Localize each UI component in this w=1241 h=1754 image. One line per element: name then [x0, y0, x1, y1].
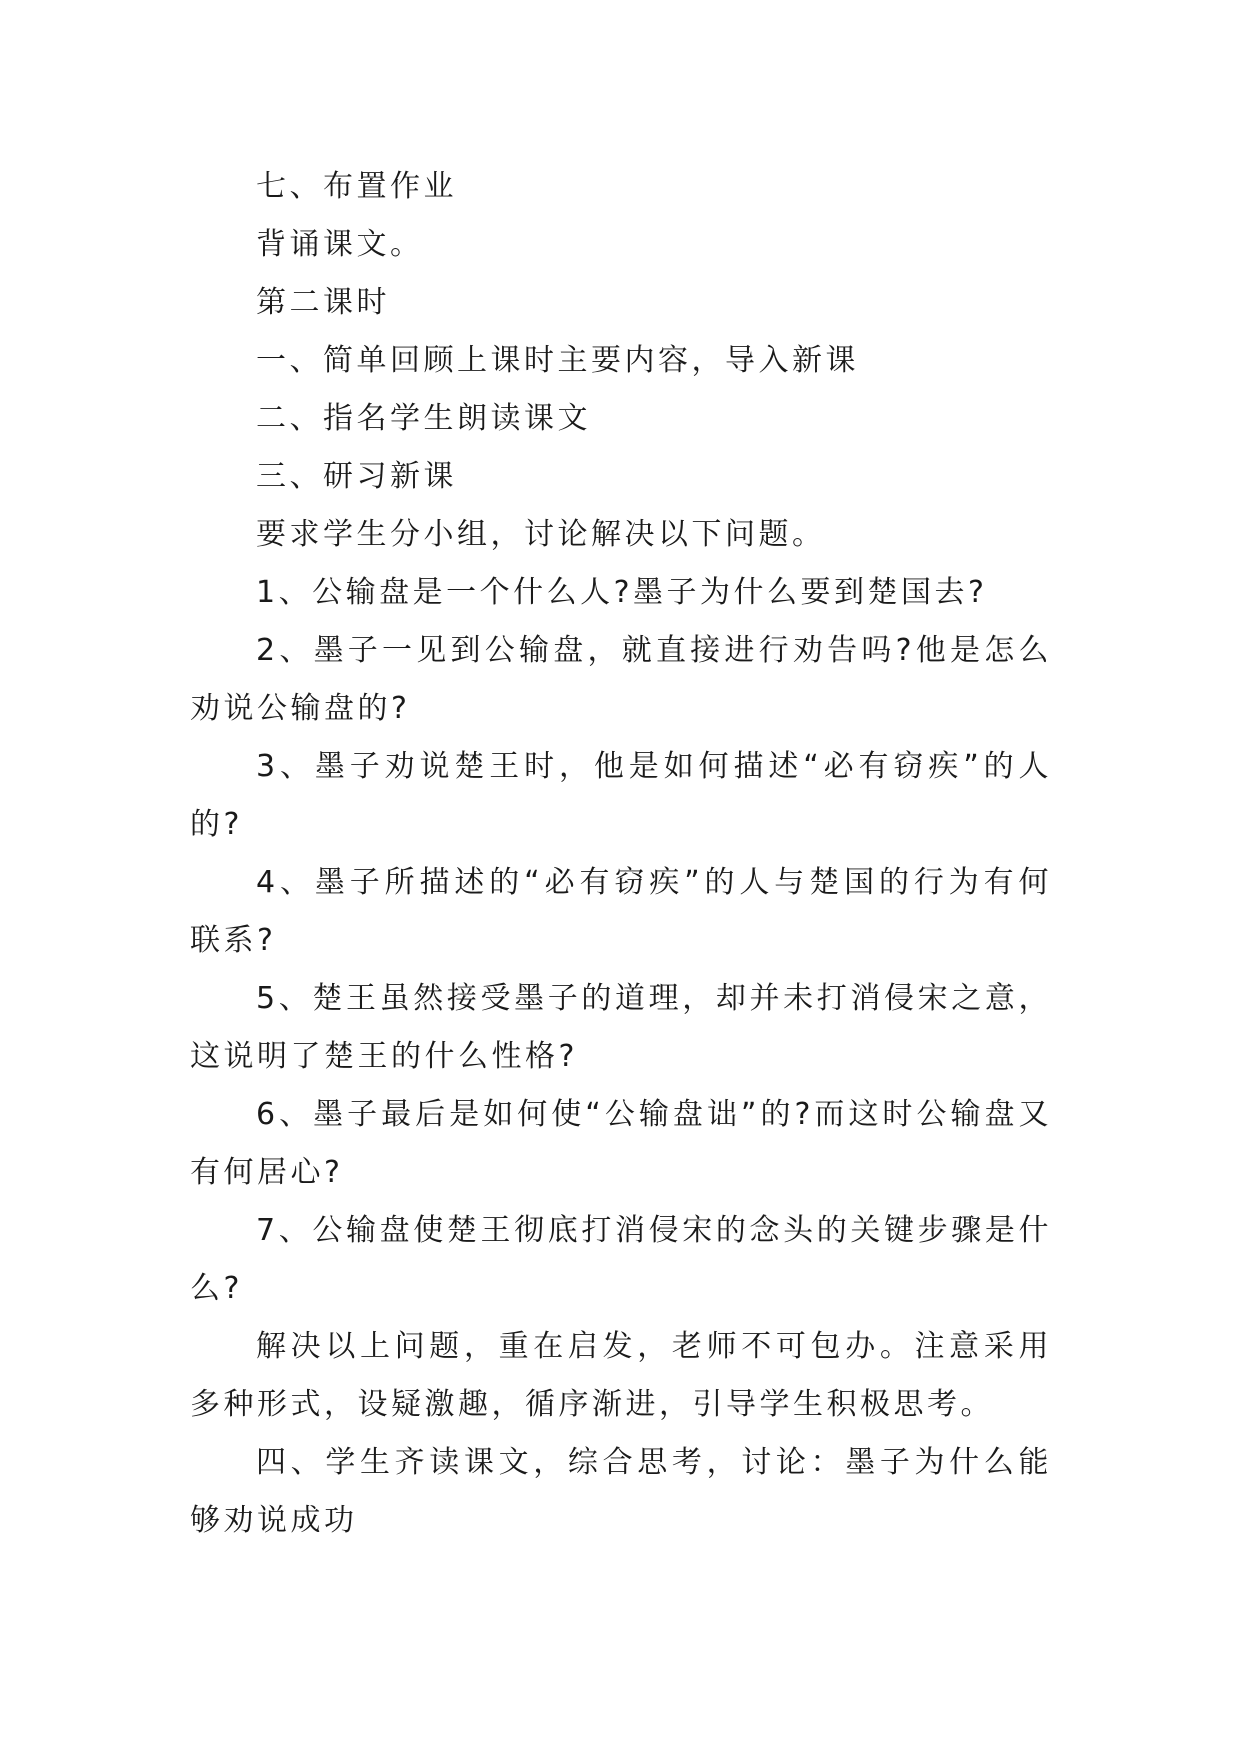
paragraph-question-2: 2、墨子一见到公输盘，就直接进行劝告吗?他是怎么劝说公输盘的? [190, 633, 1052, 726]
paragraph-group-discussion: 要求学生分小组，讨论解决以下问题。 [256, 517, 826, 552]
paragraph-question-5: 5、楚王虽然接受墨子的道理，却并未打消侵宋之意，这说明了楚王的什么性格? [190, 981, 1052, 1074]
paragraph-step-three: 三、研习新课 [256, 459, 457, 494]
paragraph-step-two: 二、指名学生朗读课文 [256, 401, 591, 436]
paragraph-question-6: 6、墨子最后是如何使“公输盘诎”的?而这时公输盘又有何居心? [190, 1097, 1052, 1190]
paragraph-question-7: 7、公输盘使楚王彻底打消侵宋的念头的关键步骤是什么? [190, 1213, 1052, 1306]
paragraph-question-3: 3、墨子劝说楚王时，他是如何描述“必有窃疾”的人的? [190, 749, 1052, 842]
paragraph-step-four: 四、学生齐读课文，综合思考，讨论：墨子为什么能够劝说成功 [190, 1445, 1052, 1538]
paragraph-question-4: 4、墨子所描述的“必有窃疾”的人与楚国的行为有何联系? [190, 865, 1052, 958]
paragraph-second-lesson: 第二课时 [256, 285, 390, 320]
paragraph-question-1: 1、公输盘是一个什么人?墨子为什么要到楚国去? [256, 575, 988, 610]
paragraph-teaching-note: 解决以上问题，重在启发，老师不可包办。注意采用多种形式，设疑激趣，循序渐进，引导学生积极思考。 [190, 1329, 1052, 1422]
paragraph-step-one: 一、简单回顾上课时主要内容，导入新课 [256, 343, 859, 378]
paragraph-recite: 背诵课文。 [256, 227, 424, 262]
document-body [190, 158, 1052, 1550]
paragraph-assignment-heading: 七、布置作业 [256, 169, 457, 204]
